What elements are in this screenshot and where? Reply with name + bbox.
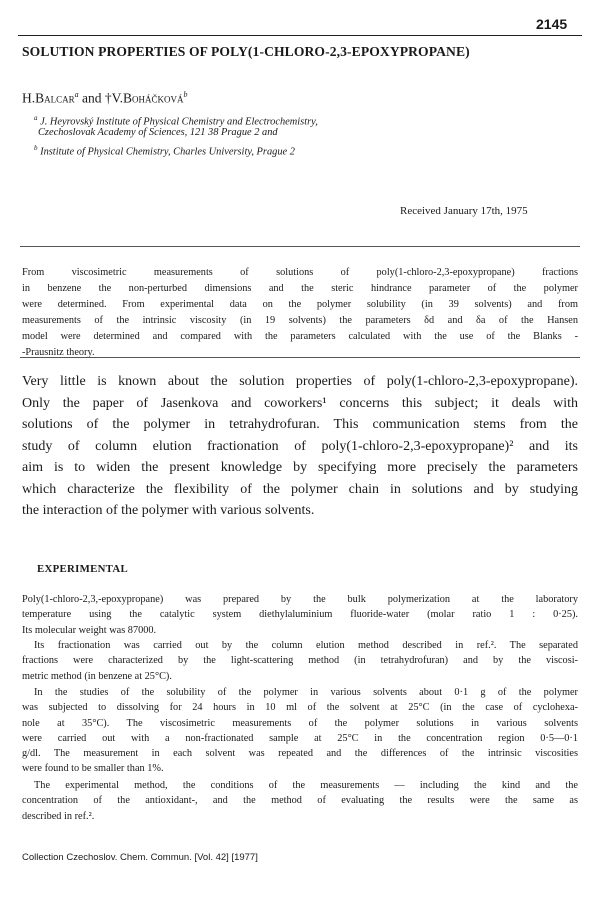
affiliation-3-text: Institute of Physical Chemistry, Charles University, Prague 2 — [40, 146, 295, 158]
affiliation-2 — [38, 126, 278, 140]
experimental-line: In the studies of the solubility of the polymer in various solvents about 0·1 g of the polymer — [34, 687, 578, 698]
experimental-line: were carried out with a non-fractionated sample at 25°C in the concentration region 0·5—0·1 — [22, 732, 578, 744]
authors — [22, 90, 188, 107]
intro-line: study of column elution fractionation of poly(1-chloro-2,3-epoxypropane)² and its — [22, 438, 578, 454]
experimental-line: nole at 35°C). The viscosimetric measurements of the polymer solutions in various solvents — [22, 717, 578, 729]
abstract-top-rule — [20, 246, 580, 247]
author-1: H.Balcar — [22, 90, 75, 106]
experimental-paragraph-2 — [22, 638, 578, 684]
affiliation-2-text: Czechoslovak Academy of Sciences, 121 38 Prague 2 and — [38, 127, 278, 138]
abstract-line: were determined. From experimental data on the polymer solubility (in 39 solvents) and from — [22, 299, 578, 311]
journal-footer: Collection Czechoslov. Chem. Commun. [Vol. 42] [1977] — [22, 852, 258, 863]
introduction-paragraph — [22, 371, 578, 522]
experimental-paragraph-3 — [22, 685, 578, 777]
affiliation-1-mark: a — [34, 114, 38, 122]
abstract-line: in benzene the non-perturbed dimensions and the steric hindrance parameter of the polymer — [22, 283, 578, 295]
affiliation-3-mark: b — [34, 144, 38, 152]
author-2: †V.Boháčková — [104, 90, 184, 106]
received-date: Received January 17th, 1975 — [400, 205, 528, 217]
experimental-line: described in ref.². — [22, 810, 95, 822]
experimental-line: temperature using the catalytic system diethylaluminium fluoride-water (molar ratio 1 : 0·25). — [22, 609, 578, 621]
experimental-line: was subjected to dissolving for 24 hours in 10 ml of the solvent at 25°C (in the case of cyclohexa- — [22, 702, 578, 714]
authors-and: and — [78, 90, 105, 106]
abstract-line: -Prausnitz theory. — [22, 347, 95, 359]
experimental-line: metric method (in benzene at 25°C). — [22, 670, 172, 682]
experimental-line: The experimental method, the conditions of the measurements — including the kind and the — [34, 780, 578, 791]
experimental-paragraph-4 — [22, 778, 578, 824]
experimental-line: were found to be smaller than 1%. — [22, 763, 164, 775]
intro-line: which characterize the flexibility of the polymer chain in solutions and by studying — [22, 481, 578, 497]
abstract-line: measurements of the intrinsic viscosity (in 19 solvents) the parameters δd and δa of the Hansen — [22, 315, 578, 327]
abstract-line: From viscosimetric measurements of solutions of poly(1-chloro-2,3-epoxypropane) fractions — [22, 267, 578, 278]
affiliation-1-text: J. Heyrovský Institute of Physical Chemistry and Electrochemistry, — [40, 116, 318, 128]
section-heading: EXPERIMENTAL — [37, 563, 128, 575]
author-1-mark: a — [74, 90, 79, 99]
intro-line: solutions of the polymer in tetrahydrofuran. This communication stems from the — [22, 417, 578, 432]
article-title: SOLUTION PROPERTIES OF POLY(1-CHLORO-2,3-EPOXYPROPANE) — [22, 44, 470, 59]
page-number: 2145 — [536, 16, 568, 32]
header-rule — [18, 35, 582, 36]
abstract-bottom-rule — [20, 357, 580, 358]
author-2-mark: b — [183, 90, 188, 99]
intro-line: the interaction of the polymer with various solvents. — [22, 503, 315, 518]
experimental-paragraph-1 — [22, 592, 578, 638]
experimental-line: concentration of the antioxidant-, and the method of evaluating the results were the same as — [22, 795, 578, 807]
intro-line: aim is to widen the present knowledge by specifying more precisely the parameters — [22, 460, 578, 475]
intro-line: Very little is known about the solution properties of poly(1-chloro-2,3-epoxypropane). — [22, 374, 578, 389]
experimental-line: Its fractionation was carried out by the column elution method described in ref.². The separated — [34, 640, 578, 651]
abstract — [22, 265, 578, 362]
intro-line: Only the paper of Jasenkova and coworkers¹ concerns this subject; it deals with — [22, 395, 578, 411]
experimental-line: g/dl. The measurement in each solvent was repeated and the differences of the intrinsic viscosities — [22, 748, 578, 760]
affiliation-3 — [34, 141, 295, 159]
experimental-line: fractions were characterized by the light-scattering method (in tetrahydrofuran) and by the viscosi- — [22, 655, 578, 667]
abstract-line: model were determined and compared with the parameters calculated with the use of the Blanks - — [22, 331, 578, 343]
experimental-line: Poly(1-chloro-2,3,-epoxypropane) was prepared by the bulk polymerization at the laboratory — [22, 594, 578, 605]
experimental-line: Its molecular weight was 87000. — [22, 624, 157, 636]
